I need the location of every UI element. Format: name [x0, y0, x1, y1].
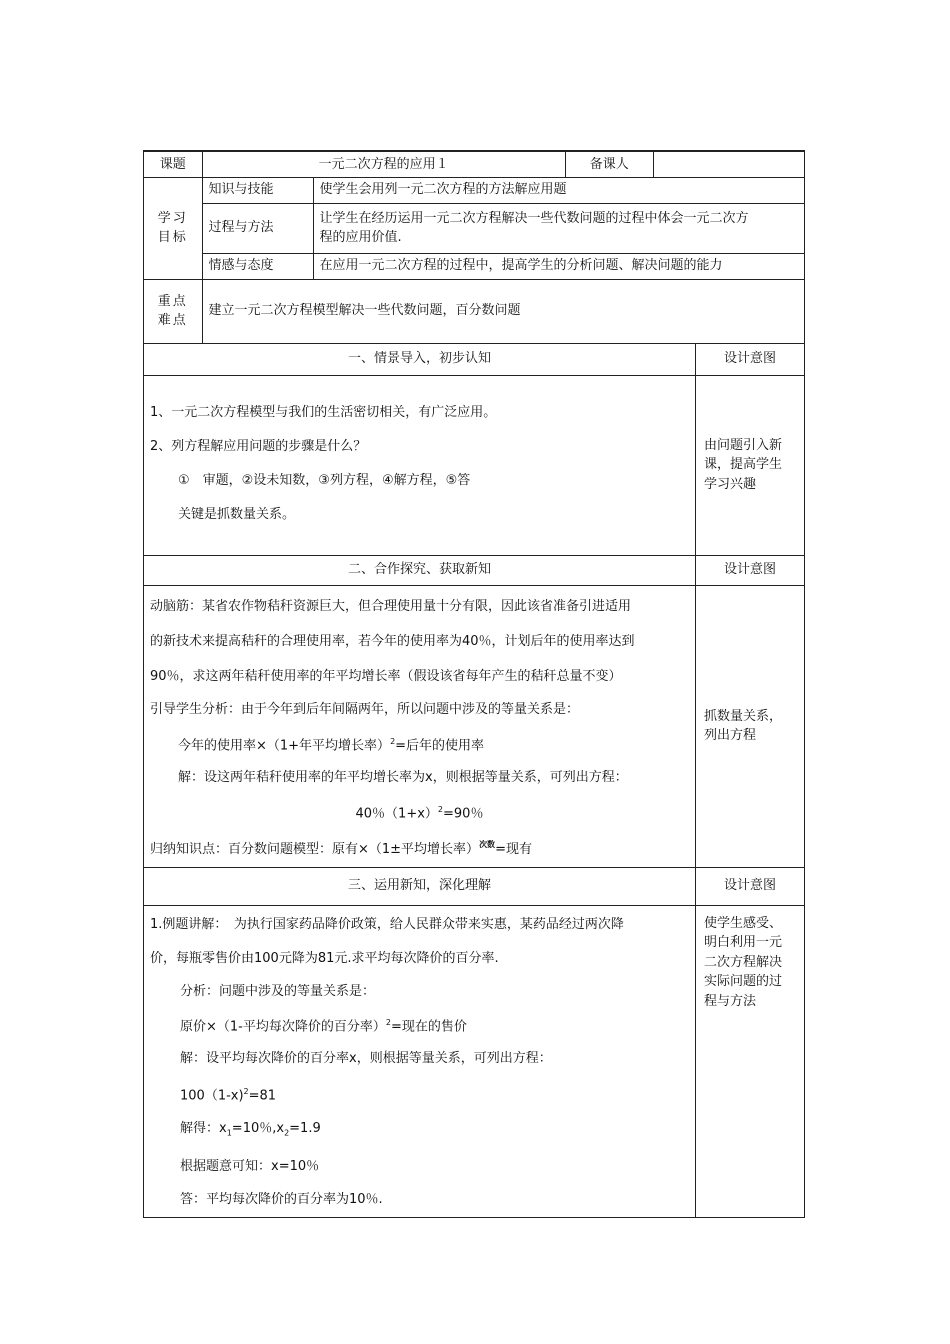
relation-left: 原价×（1-平均每次降价的百分率） [180, 1018, 386, 1034]
intent-line: 课，提高学生 [703, 457, 782, 473]
section1-key-line: 关键是抓数量关系。 [178, 506, 296, 522]
section3-solution: 解：设平均每次降价的百分率x，则根据等量关系，可列出方程： [180, 1050, 552, 1066]
equation-left: 100（1-x) [180, 1088, 244, 1104]
goal-type: 过程与方法 [202, 203, 313, 253]
preparer-label: 备课人 [565, 151, 653, 177]
goals-label-line1: 学习 [157, 210, 188, 226]
intent-line: 列出方程 [703, 728, 756, 743]
section3-equation [150, 1076, 689, 1112]
section2-summary [150, 830, 689, 865]
goal-text: 在应用一元二次方程的过程中，提高学生的分析问题、解决问题的能力 [313, 253, 804, 279]
section1-intent [695, 375, 804, 555]
equation-right: =81 [248, 1088, 277, 1104]
goal-row-attitude [144, 253, 805, 279]
equation-left: 40％（1+x） [355, 806, 438, 822]
intent-line: 抓数量关系， [703, 708, 782, 724]
section3-content [144, 905, 696, 1217]
goals-label-line2: 目标 [157, 230, 188, 245]
section2-equation [150, 794, 689, 830]
section1-line: 2、列方程解应用问题的步骤是什么？ [150, 438, 367, 454]
section1-steps: ① 审题，②设未知数，③列方程，④解方程，⑤答 [178, 472, 471, 488]
section1-content [144, 375, 696, 555]
section2-header [144, 555, 805, 585]
goal-text-line: 程的应用价值. [319, 230, 402, 245]
goal-text [313, 203, 804, 253]
equation-right: =90％ [443, 806, 484, 822]
section3-intent [695, 905, 804, 1217]
section1-line: 1、一元二次方程模型与我们的生活密切相关，有广泛应用。 [150, 404, 497, 420]
section3-check: 根据题意可知：x=10％ [180, 1158, 320, 1174]
section2-title: 二、合作探究、获取新知 [144, 555, 696, 585]
goal-type: 情感与态度 [202, 253, 313, 279]
intent-line: 学习兴趣 [703, 476, 756, 492]
section3-analysis: 分析：问题中涉及的等量关系是： [180, 983, 376, 999]
relation-left: 今年的使用率×（1+年平均增长率） [178, 737, 391, 753]
subscript-1: 1 [226, 1128, 232, 1138]
section3-title: 三、运用新知，深化理解 [144, 867, 696, 905]
square-exponent: 2 [390, 736, 396, 746]
goal-text-line: 让学生在经历运用一元二次方程解决一些代数问题的过程中体会一元二次方 [319, 210, 749, 226]
preparer-value [653, 151, 804, 177]
square-exponent: 2 [385, 1017, 391, 1027]
topic-label: 课题 [144, 151, 203, 177]
goals-label [144, 177, 203, 279]
roots-part: =1.9 [289, 1121, 321, 1137]
section2-line: 的新技术来提高秸秆的合理使用率，若今年的使用率为40％，计划后年的使用率达到 [150, 633, 635, 649]
goal-row-process [144, 203, 805, 253]
section3-line: 1.例题讲解： 为执行国家药品降价政策，给人民群众带来实惠，某药品经过两次降 [150, 916, 624, 932]
section2-relation [150, 726, 689, 762]
section2-line: 引导学生分析：由于今年到后年间隔两年，所以问题中涉及的等量关系是： [150, 701, 580, 717]
focus-text: 建立一元二次方程模型解决一些代数问题，百分数问题 [202, 279, 804, 343]
section3-body [144, 905, 805, 1217]
focus-row [144, 279, 805, 343]
goal-type: 知识与技能 [202, 177, 313, 203]
power-label: 次数 [479, 840, 496, 850]
section3-design-label: 设计意图 [695, 867, 804, 905]
goal-row-knowledge [144, 177, 805, 203]
section2-intent [695, 585, 804, 867]
square-exponent: 2 [243, 1086, 249, 1096]
roots-part: =10％,x [231, 1121, 285, 1137]
section3-line: 价，每瓶零售价由100元降为81元.求平均每次降价的百分率. [150, 950, 499, 966]
section2-design-label: 设计意图 [695, 555, 804, 585]
square-exponent: 2 [437, 804, 444, 814]
section2-line: 90％，求这两年秸秆使用率的年平均增长率（假设该省每年产生的秸秆总量不变） [150, 668, 622, 684]
header-row [144, 151, 805, 177]
section1-design-label: 设计意图 [695, 343, 804, 375]
relation-right: =后年的使用率 [395, 737, 485, 753]
intent-line: 程与方法 [703, 993, 756, 1009]
intent-line: 使学生感受、 [703, 915, 782, 931]
section3-roots [150, 1112, 689, 1151]
focus-label-line1: 重点 [157, 293, 188, 309]
section2-line: 动脑筋：某省农作物秸秆资源巨大，但合理使用量十分有限，因此该省准备引进适用 [150, 598, 632, 614]
intent-line: 明白利用一元 [703, 935, 782, 950]
intent-line: 二次方程解决 [703, 954, 782, 970]
summary-right: =现有 [495, 842, 532, 858]
intent-line: 由问题引入新 [703, 437, 782, 453]
topic-value: 一元二次方程的应用１ [202, 151, 565, 177]
subscript-2: 2 [284, 1128, 290, 1138]
relation-right: =现在的售价 [390, 1018, 467, 1034]
intent-line: 实际问题的过 [703, 974, 782, 989]
section2-body [144, 585, 805, 867]
section3-header [144, 867, 805, 905]
section2-solution: 解：设这两年秸秆使用率的年平均增长率为x，则根据等量关系，可列出方程： [178, 769, 628, 785]
section3-answer: 答：平均每次降价的百分率为10％. [180, 1191, 383, 1207]
roots-part: 解得：x [180, 1121, 227, 1137]
summary-left: 归纳知识点：百分数问题模型：原有×（1±平均增长率） [150, 842, 480, 858]
lesson-plan-table [143, 150, 805, 1218]
focus-label [144, 279, 203, 343]
section1-header [144, 343, 805, 375]
section1-title: 一、情景导入，初步认知 [144, 343, 696, 375]
section1-body [144, 375, 805, 555]
focus-label-line2: 难点 [157, 313, 188, 328]
section2-content [144, 585, 696, 867]
section3-relation [150, 1008, 689, 1042]
goal-text: 使学生会用列一元二次方程的方法解应用题 [313, 177, 804, 203]
